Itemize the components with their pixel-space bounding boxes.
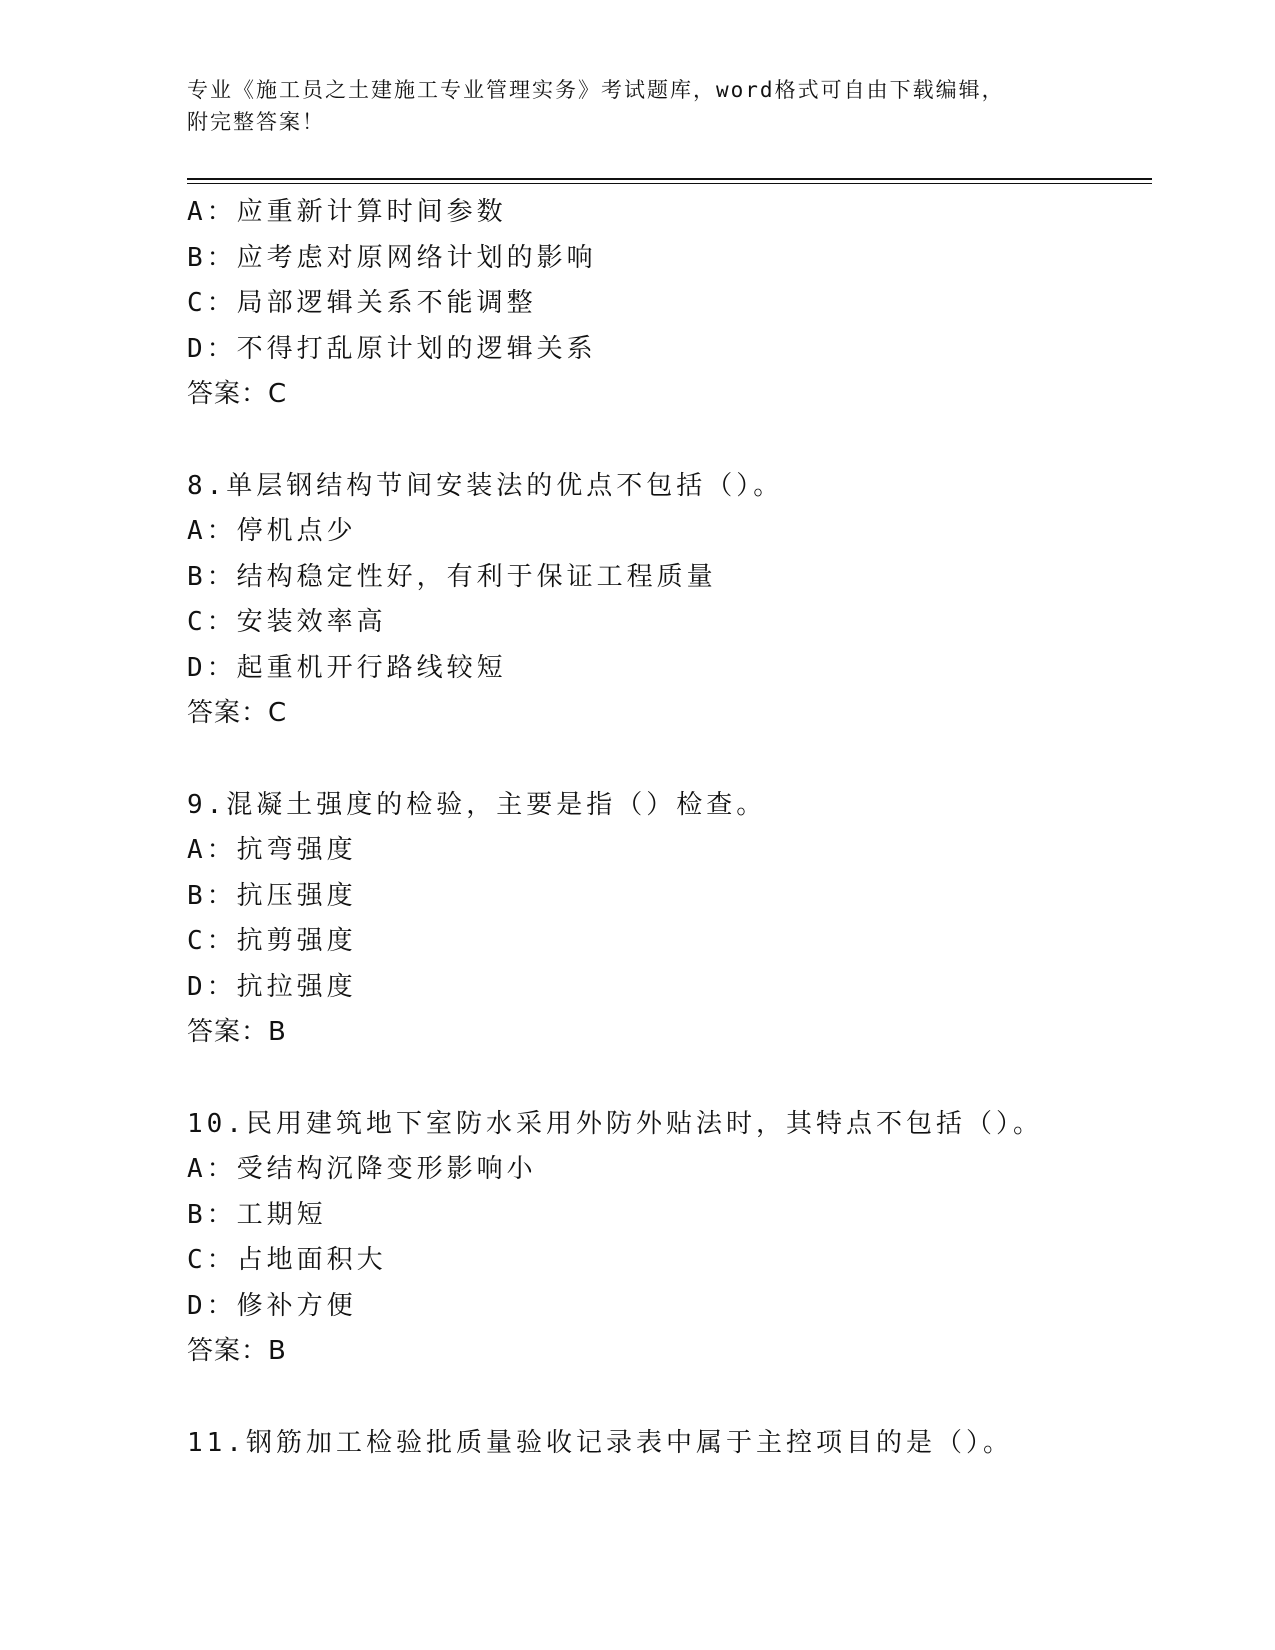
question-block-prev [187,190,1147,418]
answer-line: 答案：C [187,379,288,409]
option-d: D：抗拉强度 [187,971,357,1002]
spacer [187,1056,1147,1102]
question-text: 8.单层钢结构节间安装法的优点不包括（）。 [187,470,784,501]
option-d: D：修补方便 [187,1290,357,1321]
answer-line: 答案：B [187,1336,287,1366]
question-block-11 [187,1421,1147,1467]
option-b: B：工期短 [187,1199,327,1230]
option-a: A：停机点少 [187,516,357,546]
option-a: A：受结构沉降变形影响小 [187,1154,537,1184]
option-c: C：局部逻辑关系不能调整 [187,288,537,318]
option-a: A：应重新计算时间参数 [187,197,507,227]
question-text: 10.民用建筑地下室防水采用外防外贴法时，其特点不包括（）。 [187,1108,1043,1139]
option-d: D：起重机开行路线较短 [187,652,507,683]
answer-line: 答案：C [187,698,288,728]
spacer [187,737,1147,783]
question-text: 11.钢筋加工检验批质量验收记录表中属于主控项目的是（）。 [187,1427,1013,1458]
header-line-2: 附完整答案！ [187,110,325,134]
spacer [187,1375,1147,1421]
spacer [187,418,1147,464]
header-line-1: 专业《施工员之土建施工专业管理实务》考试题库，word格式可自由下载编辑， [187,78,1005,102]
option-b: B：抗压强度 [187,880,357,911]
header-rule-thick [187,178,1152,180]
question-list [187,190,1147,1466]
option-a: A：抗弯强度 [187,835,357,865]
header-rule-thin [187,183,1152,184]
document-header [187,74,1087,138]
question-block-9 [187,783,1147,1056]
question-text: 9.混凝土强度的检验，主要是指（）检查。 [187,789,767,820]
question-block-10 [187,1102,1147,1375]
option-c: C：安装效率高 [187,607,387,637]
option-d: D：不得打乱原计划的逻辑关系 [187,333,597,364]
option-c: C：占地面积大 [187,1245,387,1275]
question-block-8 [187,464,1147,737]
answer-line: 答案：B [187,1017,287,1047]
option-c: C：抗剪强度 [187,926,357,956]
option-b: B：应考虑对原网络计划的影响 [187,242,597,273]
option-b: B：结构稳定性好，有利于保证工程质量 [187,561,717,592]
